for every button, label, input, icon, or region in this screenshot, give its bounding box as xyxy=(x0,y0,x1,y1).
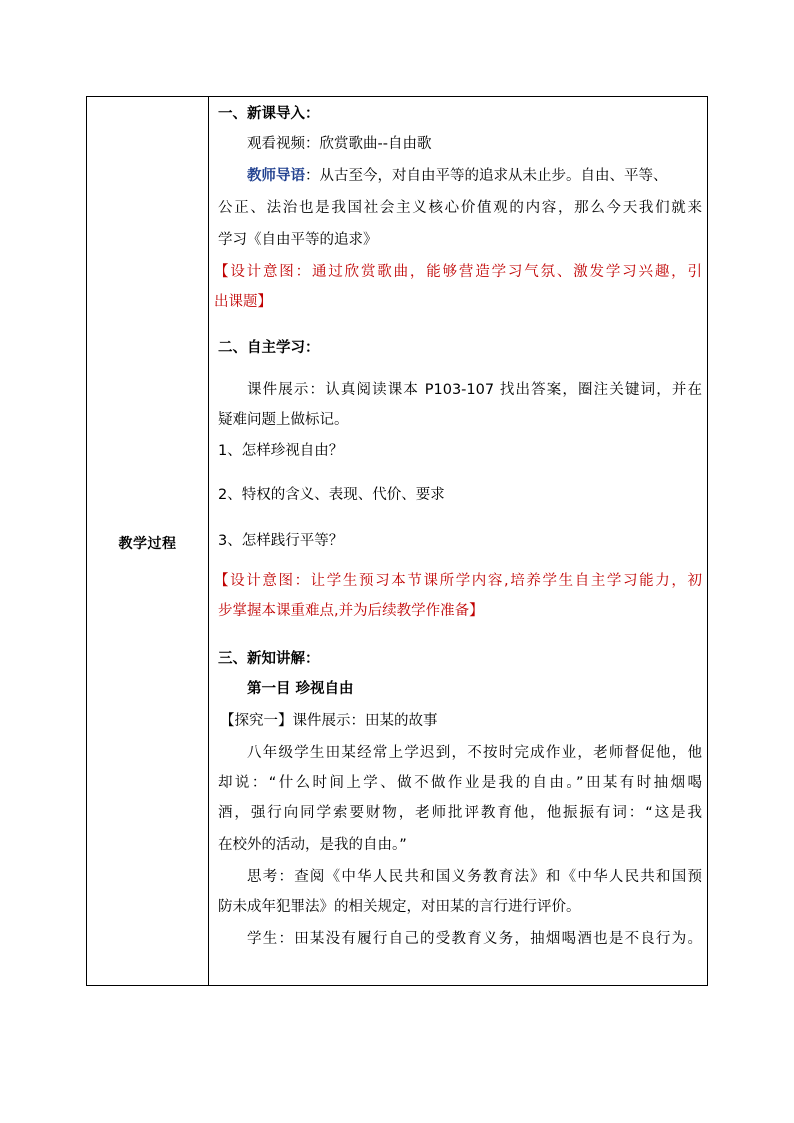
question-3: 3、怎样践行平等？ xyxy=(218,533,344,549)
intro-video: 观看视频：欣赏歌曲--自由歌 xyxy=(247,136,432,152)
question-2: 2、特权的含义、表现、代价、要求 xyxy=(218,487,445,503)
story-line-4: 在校外的活动，是我的自由。” xyxy=(218,837,407,853)
teacher-text-3: 学习《自由平等的追求》 xyxy=(218,232,378,248)
intro-teacher-line xyxy=(247,166,702,186)
teacher-label: 教师导语 xyxy=(247,168,305,184)
courseware-line-1: 课件展示：认真阅读课本 P103-107 找出答案，圈注关键词，并在 xyxy=(247,382,702,398)
think-line-1: 思考：查阅《中华人民共和国义务教育法》和《中华人民共和国预 xyxy=(247,869,702,885)
self-study-design-2: 步掌握本课重难点,并为后续教学作准备】 xyxy=(218,603,484,619)
explore-one: 【探究一】课件展示：田某的故事 xyxy=(220,713,438,729)
story-line-3: 酒，强行向同学索要财物，老师批评教育他，他振振有词：“这是我 xyxy=(218,805,702,821)
teacher-text-2: 公正、法治也是我国社会主义核心价值观的内容，那么今天我们就来 xyxy=(218,200,702,216)
intro-heading: 一、新课导入： xyxy=(218,106,320,122)
question-1: 1、怎样珍视自由？ xyxy=(218,443,344,459)
intro-design-2: 出课题】 xyxy=(214,294,272,310)
courseware-line-2: 疑难问题上做标记。 xyxy=(218,412,349,428)
column-divider xyxy=(208,97,209,985)
row-label: 教学过程 xyxy=(118,536,177,552)
think-line-2: 防未成年犯罪法》的相关规定，对田某的言行进行评价。 xyxy=(218,899,581,915)
story-line-1: 八年级学生田某经常上学迟到，不按时完成作业，老师督促他，他 xyxy=(247,745,702,761)
intro-design-1: 【设计意图：通过欣赏歌曲，能够营造学习气氛、激发学习兴趣，引 xyxy=(214,264,702,280)
self-study-design-1: 【设计意图：让学生预习本节课所学内容,培养学生自主学习能力，初 xyxy=(214,573,702,589)
story-line-2: 却说：“什么时间上学、做不做作业是我的自由。”田某有时抽烟喝 xyxy=(218,775,702,791)
self-study-heading: 二、自主学习： xyxy=(218,340,320,356)
student-answer: 学生：田某没有履行自己的受教育义务，抽烟喝酒也是不良行为。 xyxy=(247,931,702,947)
lesson-table xyxy=(86,96,708,986)
new-knowledge-heading: 三、新知讲解： xyxy=(218,651,320,667)
teacher-text-1: ：从古至今，对自由平等的追求从未止步。自由、平等、 xyxy=(305,168,668,184)
section-subheading: 第一目 珍视自由 xyxy=(247,681,354,697)
